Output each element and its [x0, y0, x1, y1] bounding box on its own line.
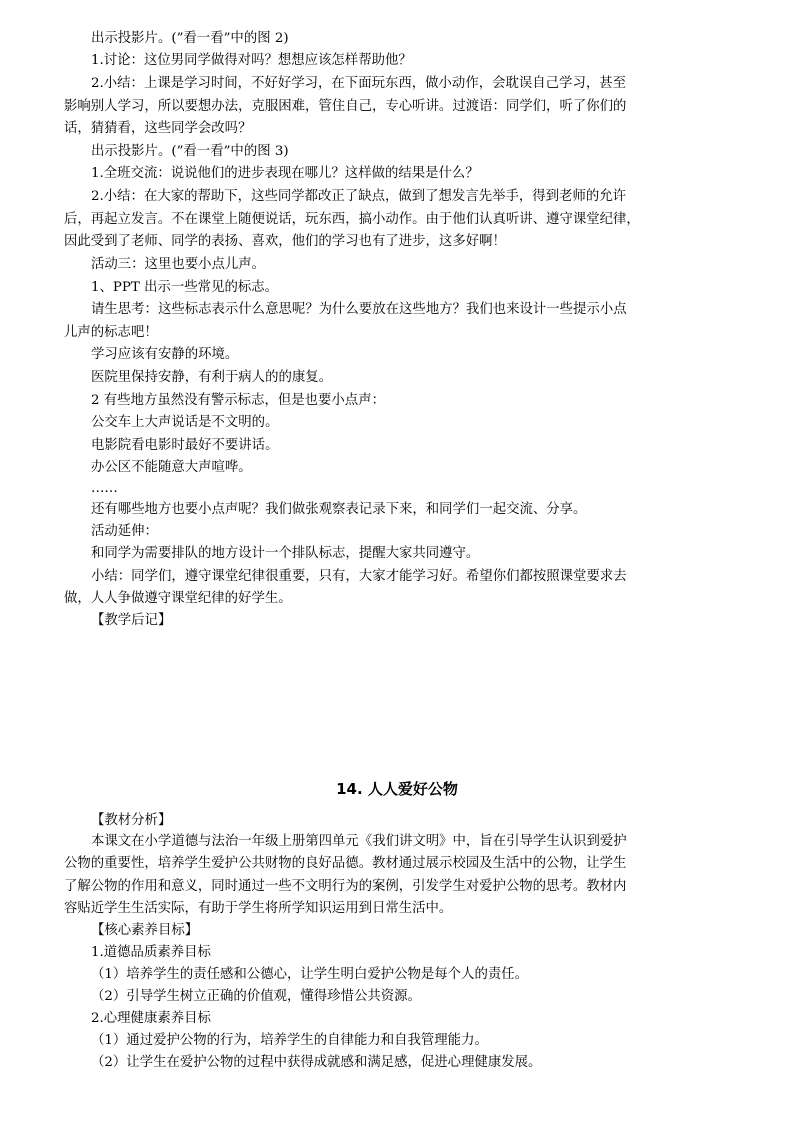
- text-line: 1.讨论：这位男同学做得对吗？想想应该怎样帮助他？: [91, 53, 412, 68]
- text-line: 出示投影片。(”看一看”中的图 2): [91, 31, 289, 46]
- text-line: 2.小结：在大家的帮助下，这些同学都改正了缺点，做到了想发言先举手，得到老师的允许: [91, 189, 627, 204]
- text-line: 因此受到了老师、同学的表扬、喜欢，他们的学习也有了进步，这多好啊！: [64, 234, 506, 249]
- text-line: 话，猜猜看，这些同学会改吗？: [64, 121, 252, 136]
- text-line: （1）培养学生的责任感和公德心，让学生明白爱护公物是每个人的责任。: [91, 967, 529, 982]
- text-line: 请生思考：这些标志表示什么意思呢？为什么要放在这些地方？我们也来设计一些提示小点: [91, 302, 627, 317]
- text-line: 活动延伸：: [91, 524, 158, 539]
- text-line: 电影院看电影时最好不要讲话。: [91, 438, 279, 453]
- text-line: 和同学为需要排队的地方设计一个排队标志，提醒大家共同遵守。: [91, 546, 480, 561]
- text-line: 出示投影片。(”看一看”中的图 3): [91, 144, 289, 159]
- text-line: 学习应该有安静的环境。: [91, 347, 239, 362]
- text-line: 活动三：这里也要小点儿声。: [91, 257, 266, 272]
- text-line: 医院里保持安静，有利于病人的的康复。: [91, 370, 333, 385]
- text-line: 容贴近学生生活实际，有助于学生将所学知识运用到日常生活中。: [64, 901, 453, 916]
- text-line: （2）让学生在爱护公物的过程中获得成就感和满足感，促进心理健康发展。: [91, 1055, 542, 1070]
- text-line: 本课文在小学道德与法治一年级上册第四单元《我们讲文明》中，旨在引导学生认识到爱护: [91, 834, 627, 849]
- text-line: 了解公物的作用和意义，同时通过一些不文明行为的案例，引发学生对爱护公物的思考。教材内: [64, 879, 627, 894]
- text-line: 2.小结：上课是学习时间，不好好学习，在下面玩东西，做小动作，会耽误自己学习，甚至: [91, 76, 627, 91]
- text-line: 还有哪些地方也要小点声呢？我们做张观察表记录下来，和同学们一起交流、分享。: [91, 502, 587, 517]
- text-line: 公物的重要性，培养学生爱护公共财物的良好品德。教材通过展示校园及生活中的公物，让学生: [64, 856, 627, 871]
- text-line: ……: [91, 481, 118, 496]
- text-line: 小结：同学们，遵守课堂纪律很重要，只有，大家才能学习好。希望你们都按照课堂要求去: [91, 569, 627, 584]
- text-line: 影响别人学习，所以要想办法，克服困难，管住自己，专心听讲。过渡语：同学们，听了你们的: [64, 99, 627, 114]
- text-line: 2.心理健康素养目标: [91, 1011, 211, 1026]
- section-heading: 【教材分析】: [91, 813, 172, 828]
- text-line: （2）引导学生树立正确的价值观，懂得珍惜公共资源。: [91, 989, 421, 1004]
- text-line: 1.全班交流：说说他们的进步表现在哪儿？这样做的结果是什么？: [91, 166, 479, 181]
- text-line: （1）通过爱护公物的行为，培养学生的自律能力和自我管理能力。: [91, 1033, 488, 1048]
- section-heading: 【核心素养目标】: [91, 923, 199, 938]
- text-line: 公交车上大声说话是不文明的。: [91, 415, 279, 430]
- text-line: 1.道德品质素养目标: [91, 945, 211, 960]
- section-heading: 【教学后记】: [91, 613, 172, 628]
- text-line: 1、PPT 出示一些常见的标志。: [91, 280, 279, 295]
- text-line: 办公区不能随意大声喧哗。: [91, 460, 252, 475]
- text-line: 后，再起立发言。不在课堂上随便说话，玩东西，搞小动作。由于他们认真听讲、遵守课堂纪律，: [64, 212, 640, 227]
- text-line: 2 有些地方虽然没有警示标志，但是也要小点声：: [91, 393, 385, 408]
- text-line: 儿声的标志吧！: [64, 325, 158, 340]
- lesson-title: 14. 人人爱好公物: [336, 780, 458, 798]
- text-line: 做，人人争做遵守课堂纪律的好学生。: [64, 591, 292, 606]
